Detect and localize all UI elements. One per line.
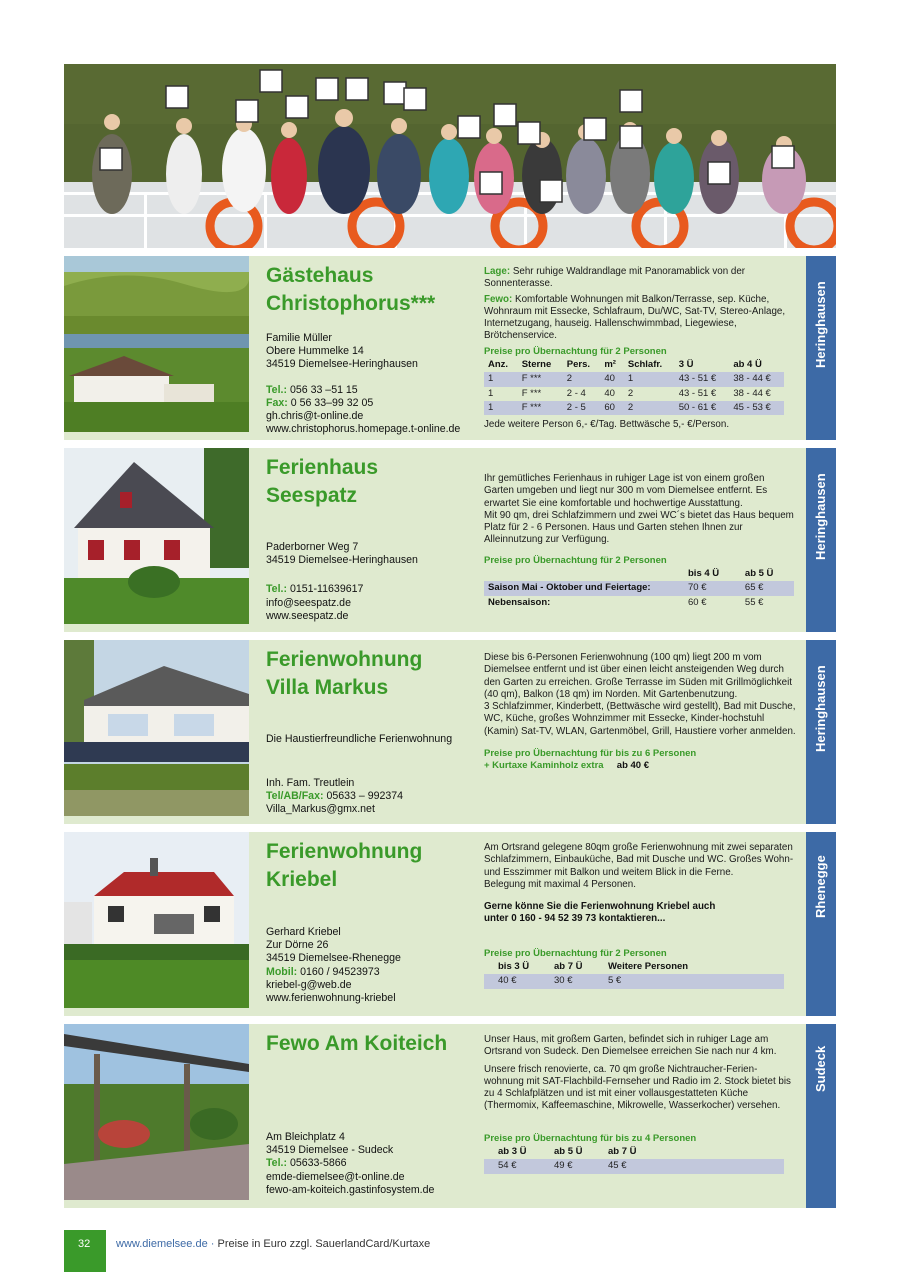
description-paragraph: Belegung mit maximal 4 Personen. (484, 878, 636, 890)
contact-line: Familie Müller (266, 332, 332, 344)
page-number-box (64, 1230, 106, 1272)
price-extra: + Kurtaxe Kaminholz extra ab 40 € (484, 760, 650, 772)
description (484, 266, 796, 432)
contact-line: 34519 Diemelsee-Heringhausen (266, 358, 418, 371)
price-header (484, 567, 684, 581)
email-link[interactable]: Villa_Markus@gmx.net (266, 803, 375, 816)
location-label: Heringhausen (813, 281, 828, 368)
contact-line: Inh. Fam. Treutlein (266, 777, 355, 789)
price-row: Saison Mai - Oktober und Feiertage: 70 € 65 € (484, 581, 794, 595)
phone-line: Tel.: 0151-11639617 (266, 583, 364, 596)
price-table (484, 358, 784, 415)
listing-title: Gästehaus Christophorus*** (266, 264, 436, 315)
price-header: bis 4 Ü (688, 568, 720, 580)
description-paragraph: Unser Haus, mit großem Garten, befindet sich in ruhiger Lage am Ortsrand von Sudeck. Den Diemelsee erreichen Sie nach nur 4 km. (484, 1034, 777, 1058)
location-label: Heringhausen (813, 665, 828, 752)
price-header: Sterne (521, 359, 552, 371)
price-table (484, 567, 794, 610)
contact-line: 34519 Diemelsee-Rhenegge (266, 952, 401, 965)
location-tab-heringhausen (806, 256, 836, 440)
photo-koiteich (64, 1024, 249, 1200)
price-header: Schlafr. (627, 359, 663, 371)
price-title: Preise pro Übernachtung für 2 Personen (484, 345, 667, 357)
phone-line: Tel.: 05633-5866 (266, 1157, 347, 1170)
listing-title: Fewo Am Koiteich (266, 1032, 448, 1055)
email-link[interactable]: gh.chris@t-online.de (266, 410, 364, 423)
listing-seespatz (64, 448, 808, 632)
contact-line: 34519 Diemelsee - Sudeck (266, 1144, 394, 1157)
price-title: Preise pro Übernachtung für bis zu 6 Personen (484, 748, 697, 760)
photo-seespatz (64, 448, 249, 624)
price-row: Nebensaison: 60 € 55 € (488, 596, 764, 608)
price-header: Weitere Personen (608, 961, 689, 973)
contact-line: Gerhard Kriebel (266, 926, 341, 938)
listing-title: Ferienhaus Seespatz (266, 456, 379, 507)
contact-line: Paderborner Weg 7 (266, 541, 359, 553)
description (484, 1034, 796, 1174)
contact-block (266, 541, 418, 623)
website-link[interactable]: www.christophorus.homepage.t-online.de (266, 423, 461, 436)
description-paragraph: Diese bis 6-Personen Ferienwohnung (100 qm) liegt 200 m vom Diemelsee entfernt und ist über einen leicht ansteigenden Weg durch den Garten zu erreichen. Große Terrasse im Süden mit Grillmöglichkeit (40 qm), Balkon (18 qm) im Norden. Mit Gartenbenutzung. (484, 652, 792, 700)
page-number: 32 (78, 1238, 91, 1250)
fewo-paragraph: Fewo: Komfortable Wohnungen mit Balkon/Terrasse, sep. Küche, Wohnraum mit Essecke, Schlafraum, Du/WC, Sat-TV, Stereo-Anlage, Internetzugang, hauseig. Hallenschwimmbad, Liegewiese, Brötchenservice. (484, 293, 786, 342)
price-title: Preise pro Übernachtung für bis zu 4 Personen (484, 1132, 697, 1144)
hero-photo-group-with-signs (64, 64, 836, 248)
price-title: Preise pro Übernachtung für 2 Personen (484, 947, 667, 959)
phone-line: Tel.: 056 33 –51 15 (266, 383, 358, 396)
price-table (484, 1145, 784, 1174)
listing-villa-markus (64, 640, 808, 824)
contact-line: Am Bleichplatz 4 (266, 1131, 345, 1143)
lage-paragraph: Lage: Sehr ruhige Waldrandlage mit Panoramablick von der Sonnenterasse. (484, 266, 746, 290)
description-paragraph: Mit 90 qm, drei Schlafzimmern und zwei WC´s bietet das Haus bequem Platz für 2 - 6 Personen. Haus und Garten stehen Ihnen zur Alleinnutzung zur Verfügung. (484, 509, 794, 546)
price-header: bis 3 Ü (498, 961, 530, 973)
footer-text (116, 1238, 430, 1250)
price-row: 40 € 30 € 5 € (484, 974, 784, 988)
price-header: ab 4 Ü (733, 359, 762, 371)
location-label: Rhenegge (813, 855, 828, 918)
price-header: ab 5 Ü (554, 1146, 583, 1158)
price-header: m² (604, 359, 616, 371)
email-link[interactable]: info@seespatz.de (266, 596, 351, 609)
location-tab-heringhausen (806, 448, 836, 632)
description-paragraph: Ihr gemütliches Ferienhaus in ruhiger Lage ist von einem großen Garten umgeben und liegt nur 300 m vom Diemelsee entfernt. Es erwartet Sie eine komfortable und hochwertige Ausstattung. (484, 473, 768, 509)
description (484, 842, 796, 989)
phone-line: Tel/AB/Fax: 05633 – 992374 (266, 790, 404, 803)
description (484, 473, 796, 610)
listing-christophorus (64, 256, 808, 440)
price-row: 1 F *** 2 40 1 43 - 51 € 38 - 44 € (484, 372, 784, 386)
location-label: Heringhausen (813, 473, 828, 560)
location-tab-rhenegge (806, 832, 836, 1016)
tagline: Die Haustierfreundliche Ferienwohnung (266, 733, 453, 745)
price-row: 1 F *** 2 - 5 60 2 50 - 61 € 45 - 53 € (484, 401, 784, 415)
listing-title: Ferienwohnung Villa Markus (266, 648, 423, 699)
price-row: 1 F *** 2 - 4 40 2 43 - 51 € 38 - 44 € (488, 387, 771, 399)
footer-separator: · (210, 1238, 215, 1250)
fax-line: Fax: 0 56 33–99 32 05 (266, 396, 374, 409)
price-header: 3 Ü (678, 359, 694, 371)
price-header: ab 5 Ü (744, 568, 774, 580)
price-row: 54 € 49 € 45 € (484, 1159, 784, 1173)
footer-price-note: Preise in Euro zzgl. SauerlandCard/Kurtaxe (217, 1238, 431, 1250)
price-header: Anz. (488, 359, 509, 371)
contact-block (266, 1131, 434, 1197)
price-header: Pers. (566, 359, 591, 371)
listing-title: Ferienwohnung Kriebel (266, 840, 423, 891)
contact-line: Obere Hummelke 14 (266, 345, 364, 358)
website-link[interactable]: fewo-am-koiteich.gastinfosystem.de (266, 1183, 435, 1196)
location-label: Sudeck (813, 1045, 828, 1092)
contact-line: Zur Dörne 26 (266, 939, 329, 952)
price-title: Preise pro Übernachtung für 2 Personen (484, 554, 667, 566)
price-note: Jede weitere Person 6,- €/Tag. Bettwäsche 5,- €/Person. (484, 419, 730, 431)
location-tab-heringhausen (806, 640, 836, 824)
website-link[interactable]: www.seespatz.de (266, 609, 349, 622)
photo-christophorus (64, 256, 249, 432)
website-link[interactable]: www.ferienwohnung-kriebel (266, 992, 396, 1005)
email-link[interactable]: emde-diemelsee@t-online.de (266, 1170, 405, 1183)
price-table (484, 960, 784, 989)
price-header: ab 7 Ü (554, 961, 583, 973)
contact-block (266, 332, 460, 436)
photo-kriebel (64, 832, 249, 1008)
phone-line: Mobil: 0160 / 94523973 (266, 965, 380, 978)
contact-block (266, 777, 403, 817)
contact-note: Gerne könne Sie die Ferienwohnung Kriebel auch unter 0 160 - 94 52 39 73 kontaktieren... (484, 901, 716, 925)
contact-line: 34519 Diemelsee-Heringhausen (266, 554, 418, 567)
description-paragraph: Am Ortsrand gelegene 80qm große Ferienwohnung mit zwei separaten Schlafzimmern, Einbauküche, Bad mit Dusche und WC. Großes Wohn- und Esszimmer mit Balkon und weitem Blick in die Ferne. (484, 842, 794, 878)
description-paragraph: Unsere frisch renovierte, ca. 70 qm große Nichtraucher-Ferien-wohnung mit SAT-Flachbild-Fernseher und Radio im 2. Stock bietet bis zu 4 Schlafplätzen und ist mit einer vollausgestatteten Küche (Thermomix, Kaffeemaschine, Mikrowelle, Wasserkocher) versehen. (484, 1063, 791, 1112)
price-header: ab 3 Ü (498, 1146, 527, 1158)
email-link[interactable]: kriebel-g@web.de (266, 978, 352, 991)
photo-villa-markus (64, 640, 249, 816)
description (484, 652, 796, 773)
footer-website-link[interactable]: www.diemelsee.de (116, 1238, 208, 1250)
description-paragraph: 3 Schlafzimmer, Kinderbett, (Bettwäsche wird gestellt), Bad mit Dusche, WC, Küche, großes Wohnzimmer mit Essecke, Kinder-hochstuhl (Kamin) Sat-TV, WLAN, Gartenmöbel, Grill, Haustiere vorher anmelden. (484, 701, 796, 737)
listing-kriebel (64, 832, 808, 1016)
listing-koiteich (64, 1024, 808, 1208)
contact-block (266, 926, 401, 1005)
location-tab-sudeck (806, 1024, 836, 1208)
price-header: ab 7 Ü (608, 1146, 637, 1158)
